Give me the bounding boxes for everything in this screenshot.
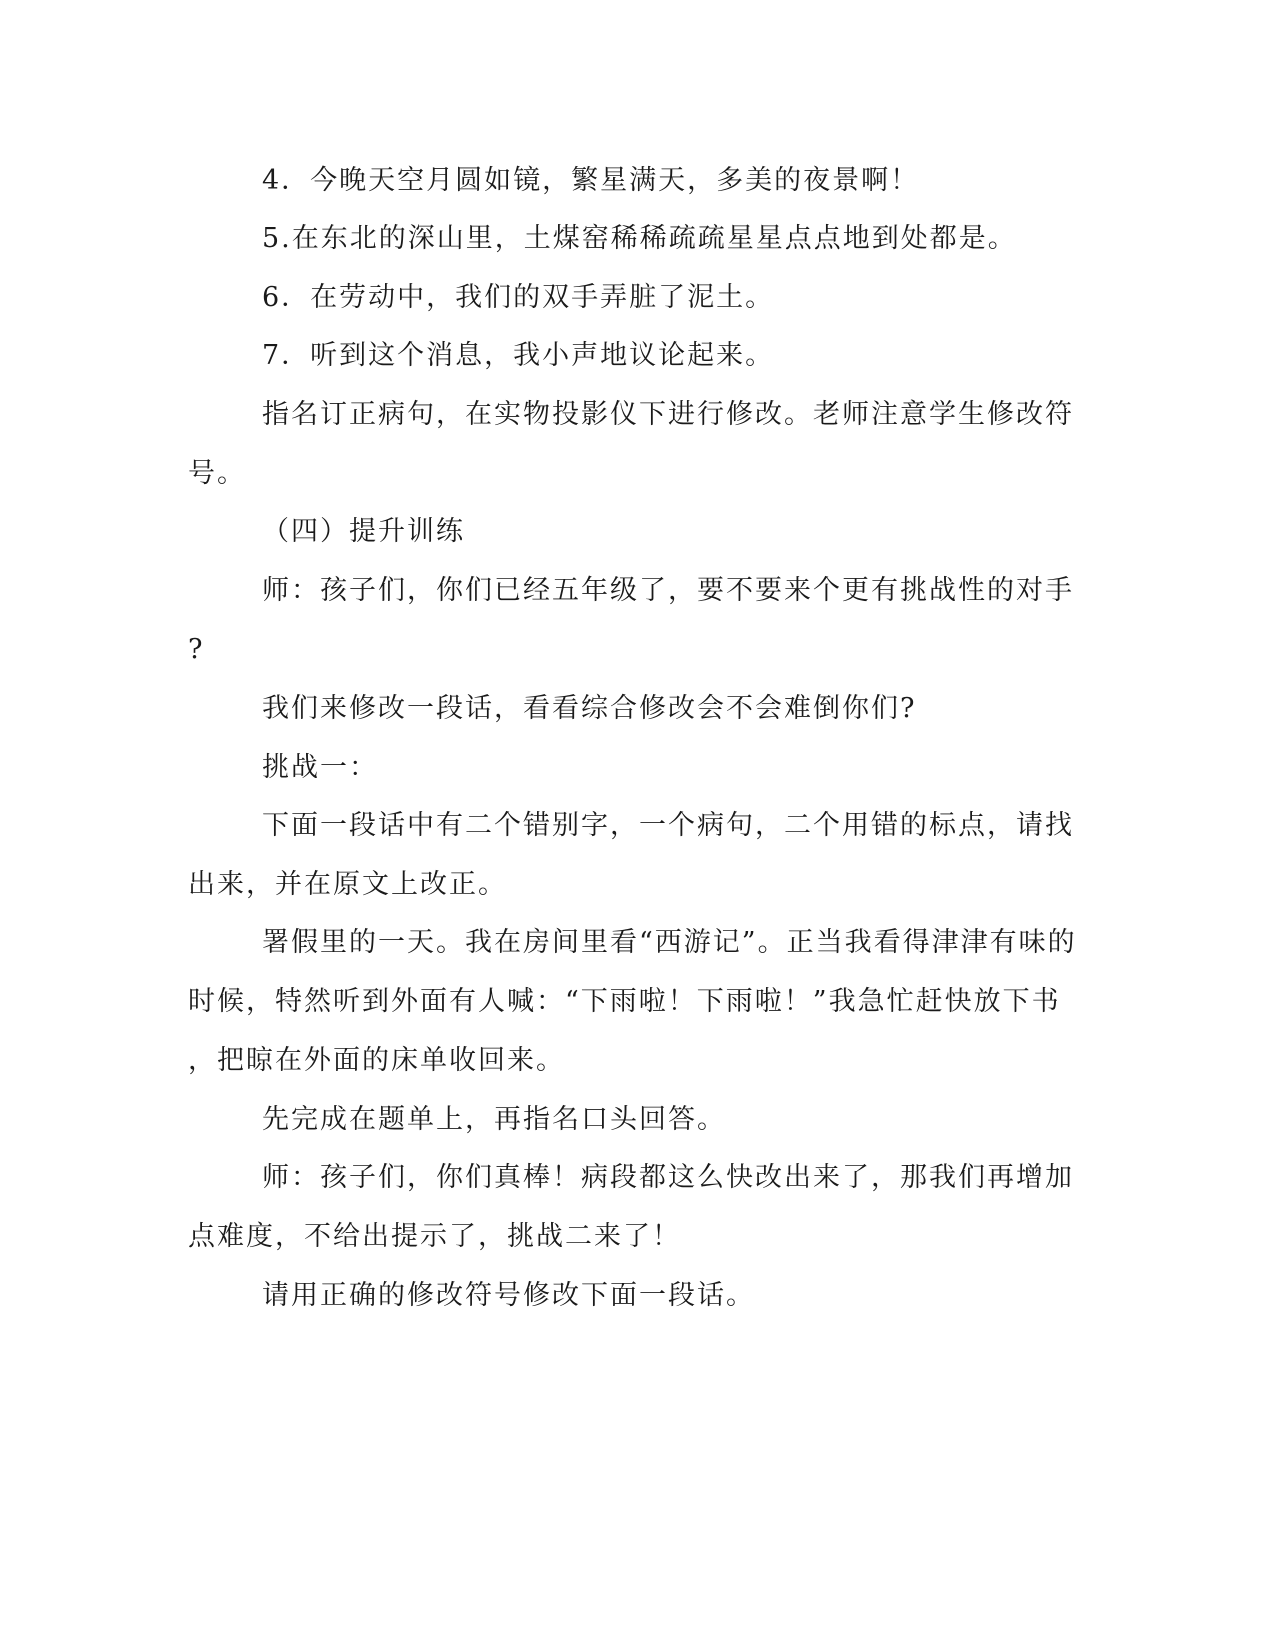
paragraph-line-passage-1: 署假里的一天。我在房间里看“西游记”。正当我看得津津有味的 <box>262 927 1077 958</box>
paragraph-line-teacher-1-cont: ? <box>188 634 205 665</box>
paragraph-line-item6: 6．在劳动中，我们的双手弄脏了泥土。 <box>262 282 775 313</box>
paragraph-line-passage-3: ，把晾在外面的床单收回来。 <box>188 1045 565 1076</box>
paragraph-line-teacher-2: 师：孩子们，你们真棒！病段都这么快改出来了，那我们再增加 <box>262 1162 1074 1193</box>
paragraph-line-teacher-2-cont: 点难度，不给出提示了，挑战二来了！ <box>188 1221 681 1252</box>
paragraph-line-item5: 5.在东北的深山里，土煤窑稀稀疏疏星星点点地到处都是。 <box>262 223 1017 254</box>
paragraph-line-instructions: 下面一段话中有二个错别字，一个病句，二个用错的标点，请找 <box>262 810 1074 841</box>
paragraph-line-item7: 7．听到这个消息，我小声地议论起来。 <box>262 340 775 371</box>
paragraph-line-teacher-1: 师：孩子们，你们已经五年级了，要不要来个更有挑战性的对手 <box>262 575 1074 606</box>
paragraph-line-correction: 指名订正病句，在实物投影仪下进行修改。老师注意学生修改符 <box>262 399 1074 430</box>
paragraph-line-instructions-cont: 出来，并在原文上改正。 <box>188 869 507 900</box>
paragraph-line-final: 请用正确的修改符号修改下面一段话。 <box>262 1280 755 1311</box>
paragraph-line-item4: 4．今晚天空月圆如镜，繁星满天，多美的夜景啊！ <box>262 165 920 196</box>
paragraph-line-passage-2: 时候，特然听到外面有人喊：“下雨啦！下雨啦！”我急忙赶快放下书 <box>188 986 1061 1017</box>
paragraph-line-answer: 先完成在题单上，再指名口头回答。 <box>262 1104 726 1135</box>
section-heading: （四）提升训练 <box>262 516 465 547</box>
paragraph-line-correction-cont: 号。 <box>188 458 246 489</box>
paragraph-line-intro: 我们来修改一段话，看看综合修改会不会难倒你们? <box>262 693 917 724</box>
challenge-one-heading: 挑战一： <box>262 752 378 783</box>
